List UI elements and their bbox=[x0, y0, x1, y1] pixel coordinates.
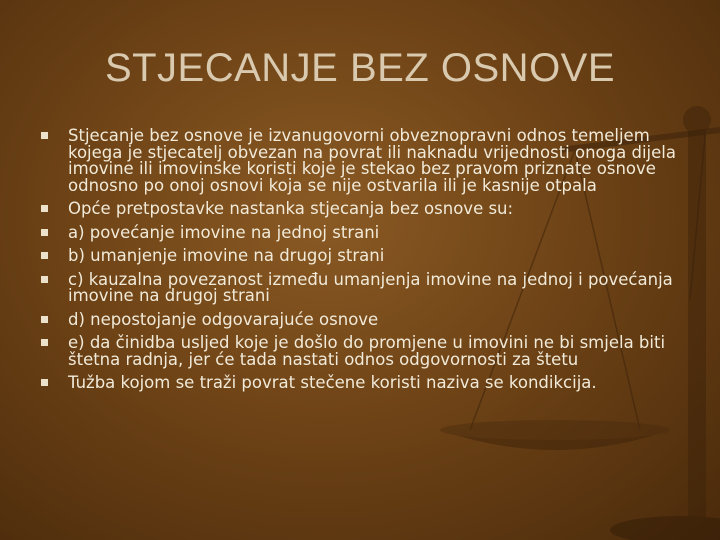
bullet-text: c) kauzalna povezanost između umanjenja imovine na jednoj i povećanja imovine na drugoj strani bbox=[68, 269, 673, 305]
bullet-text: b) umanjenje imovine na drugoj strani bbox=[68, 246, 385, 265]
bullet-list bbox=[40, 128, 680, 399]
list-item bbox=[40, 269, 680, 305]
list-item bbox=[40, 335, 680, 368]
list-item bbox=[40, 201, 680, 218]
square-bullet-icon bbox=[41, 316, 48, 323]
bullet-text: e) da činidba usljed koje je došlo do promjene u imovini ne bi smjela biti štetna radnja, jer će tada nastati odnos odgovornosti za štetu bbox=[68, 333, 666, 369]
list-item bbox=[40, 248, 680, 265]
slide-title: STJECANJE BEZ OSNOVE bbox=[104, 46, 616, 90]
list-item bbox=[40, 375, 680, 392]
list-item bbox=[40, 309, 680, 329]
square-bullet-icon bbox=[41, 379, 48, 386]
square-bullet-icon bbox=[41, 229, 48, 236]
list-item bbox=[40, 128, 680, 194]
bullet-text: a) povećanje imovine na jednoj strani bbox=[68, 222, 380, 242]
bullet-text: Stjecanje bez osnove je izvanugovorni obveznopravni odnos temeljem kojega je stjecatelj obvezan na povrat ili naknadu vrijednosti onoga dijela imovine ili imovinske koristi koje je stekao bez pravom priznate osnove odnosno po onoj osnovi koja se nije ostvarila ili je kasnije otpala bbox=[68, 126, 676, 195]
bullet-text: Tužba kojom se traži povrat stečene koristi naziva se kondikcija. bbox=[68, 373, 597, 392]
square-bullet-icon bbox=[41, 252, 48, 259]
square-bullet-icon bbox=[41, 276, 48, 283]
bullet-text: d) nepostojanje odgovarajuće osnove bbox=[68, 309, 379, 329]
list-item bbox=[40, 222, 680, 242]
bullet-text: Opće pretpostavke nastanka stjecanja bez osnove su: bbox=[68, 199, 514, 218]
square-bullet-icon bbox=[41, 205, 48, 212]
square-bullet-icon bbox=[41, 132, 48, 139]
square-bullet-icon bbox=[41, 339, 48, 346]
